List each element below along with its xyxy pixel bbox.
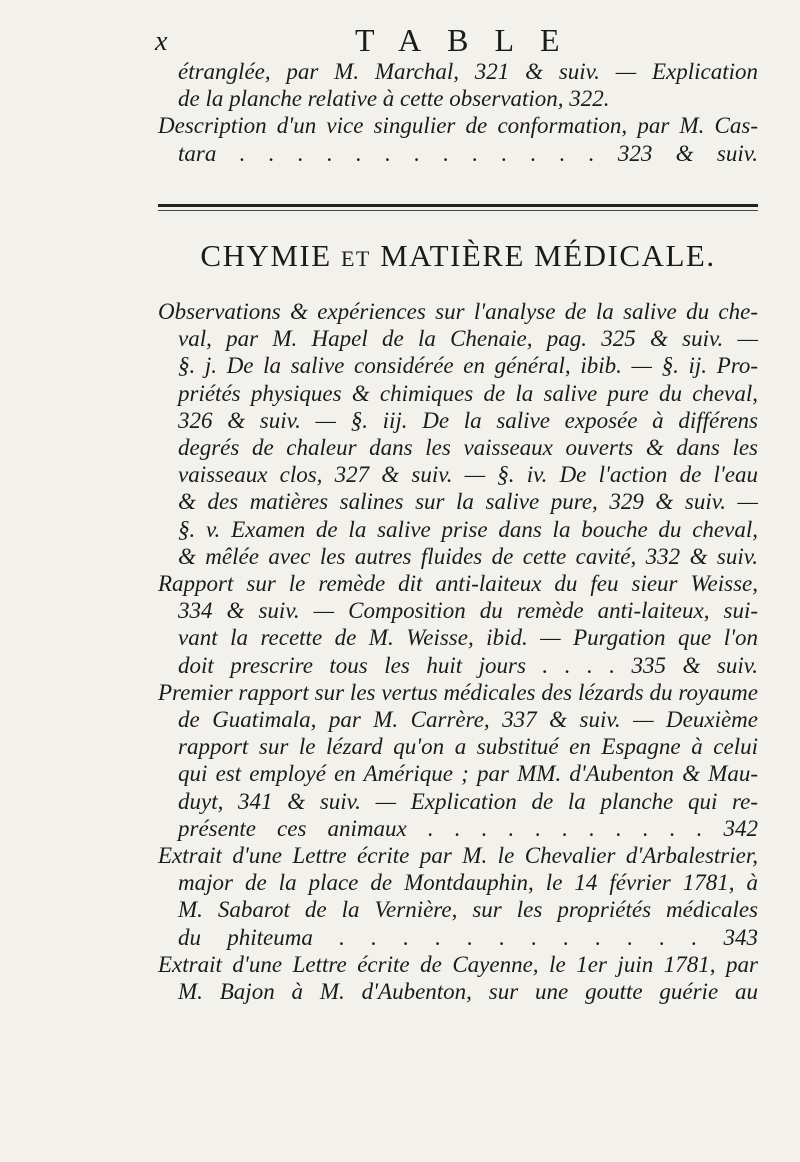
entry-line: Observations & expériences sur l'analyse de la salive du che-: [158, 299, 758, 324]
entry-line: Premier rapport sur les vertus médicales des lézards du royaume: [158, 679, 758, 705]
index-entry: [158, 58, 758, 112]
entry-line: major de la place de Montdauphin, le 14 février 1781, à: [178, 870, 758, 896]
entry-line: §. v. Examen de la salive prise dans la bouche du cheval,: [178, 516, 758, 542]
entry-line: 334 & suiv. — Composition du remède anti-laiteux, sui-: [178, 598, 758, 624]
entry-line: étranglée, par M. Marchal, 321 & suiv. — Explication: [178, 59, 758, 84]
entry-line: tara . . . . . . . . . . . . . 323 & suiv.: [178, 140, 758, 166]
entry-line: Extrait d'une Lettre écrite par M. le Chevalier d'Arbalestrier,: [158, 843, 758, 869]
index-entry: [158, 842, 758, 951]
entry-line: Extrait d'une Lettre écrite de Cayenne, le 1er juin 1781, par: [158, 951, 758, 977]
entry-line: degrés de chaleur dans les vaisseaux ouverts & dans les: [178, 435, 758, 461]
index-entry: [158, 951, 758, 1005]
entry-line: val, par M. Hapel de la Chenaie, pag. 325 & suiv. —: [178, 326, 758, 352]
index-entry: [158, 298, 758, 570]
entry-line: de Guatimala, par M. Carrère, 337 & suiv. — Deuxième: [178, 707, 758, 733]
section-entries: [158, 298, 758, 1005]
entry-line: M. Bajon à M. d'Aubenton, sur une goutte guérie au: [178, 979, 758, 1005]
entry-line: 326 & suiv. — §. iij. De la salive exposée à différens: [178, 407, 758, 433]
entry-line: présente ces animaux . . . . . . . . . . . 342: [178, 815, 758, 841]
entry-line: du phiteuma . . . . . . . . . . . . 343: [178, 924, 758, 950]
entry-line: qui est employé en Amérique ; par MM. d'Aubenton & Mau-: [178, 761, 758, 787]
entry-line: M. Sabarot de la Vernière, sur les propriétés médicales: [178, 897, 758, 923]
entry-line: doit prescrire tous les huit jours . . . . 335 & suiv.: [178, 652, 758, 678]
entry-line: rapport sur le lézard qu'on a substitué en Espagne à celui: [178, 734, 758, 760]
section-title-part: MATIÈRE MÉDICALE.: [380, 238, 716, 273]
entry-line: & des matières salines sur la salive pure, 329 & suiv. —: [178, 489, 758, 515]
running-head: [155, 18, 755, 58]
section-divider-thin: [158, 210, 758, 211]
index-entry: [158, 570, 758, 679]
entry-line: vaisseaux clos, 327 & suiv. — §. iv. De l'action de l'eau: [178, 462, 758, 488]
entry-line: priétés physiques & chimiques de la salive pure du cheval,: [178, 380, 758, 406]
page-folio: x: [155, 26, 168, 57]
section-title: [158, 238, 758, 274]
running-title: TABLE: [355, 22, 586, 58]
entry-line: de la planche relative à cette observation, 322.: [178, 86, 610, 112]
index-entry: [158, 679, 758, 842]
entry-line: & mêlée avec les autres fluides de cette cavité, 332 & suiv.: [178, 543, 758, 569]
top-entries: [158, 58, 758, 167]
entry-line: vant la recette de M. Weisse, ibid. — Purgation que l'on: [178, 625, 758, 651]
entry-line: §. j. De la salive considérée en général, ibib. — §. ij. Pro-: [178, 353, 758, 379]
entry-line: duyt, 341 & suiv. — Explication de la planche qui re-: [178, 788, 758, 814]
entry-line: Description d'un vice singulier de conformation, par M. Cas-: [158, 113, 758, 139]
section-title-part: CHYMIE: [200, 238, 332, 273]
entry-line: Rapport sur le remède dit anti-laiteux du feu sieur Weisse,: [158, 571, 758, 597]
section-title-part: ET: [340, 246, 371, 271]
index-entry: [158, 112, 758, 166]
section-divider-thick: [158, 204, 758, 207]
